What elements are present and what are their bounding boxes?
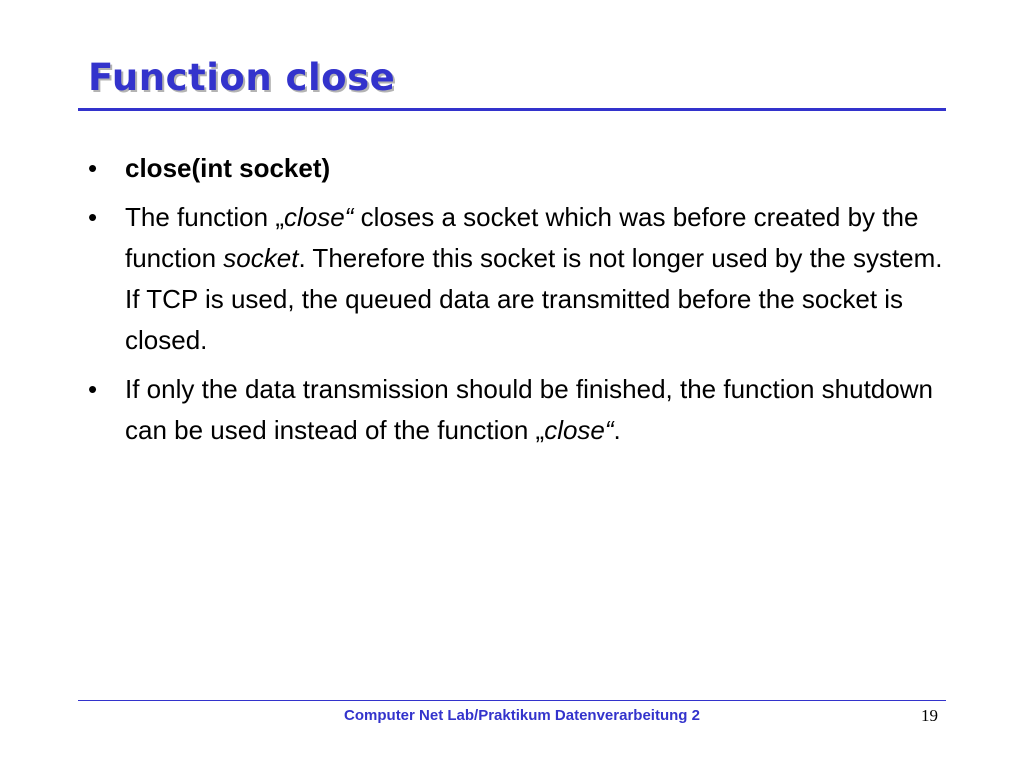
bullet-text: close(int socket)	[125, 153, 331, 183]
bullet-list	[88, 148, 948, 459]
title-underline	[78, 108, 946, 111]
bullet-item-3	[88, 369, 948, 451]
bullet-marker: •	[88, 374, 98, 404]
slide-title: Function close	[88, 56, 396, 99]
bullet-text: If only the data transmission should be finished, the function shutdown can be used instead of the function „	[125, 374, 933, 445]
inline-code-close: close“	[283, 202, 354, 232]
inline-code-close: close“	[544, 415, 614, 445]
footer-divider	[78, 700, 946, 701]
bullet-item-1	[88, 148, 948, 189]
bullet-text: The function „	[125, 202, 284, 232]
bullet-text: . Therefore this socket is not longer used by the system. If TCP is used, the queued data are transmitted before the socket is closed.	[125, 243, 943, 355]
bullet-marker: •	[88, 153, 98, 183]
inline-code-socket: socket	[223, 243, 299, 273]
footer-caption: Computer Net Lab/Praktikum Datenverarbeitung 2	[344, 707, 700, 724]
page-number: 19	[921, 706, 938, 725]
bullet-item-2	[88, 197, 948, 361]
bullet-marker: •	[88, 202, 98, 232]
bullet-text: .	[613, 415, 621, 445]
bullet-text: closes a socket which was before created by the function	[125, 202, 919, 273]
